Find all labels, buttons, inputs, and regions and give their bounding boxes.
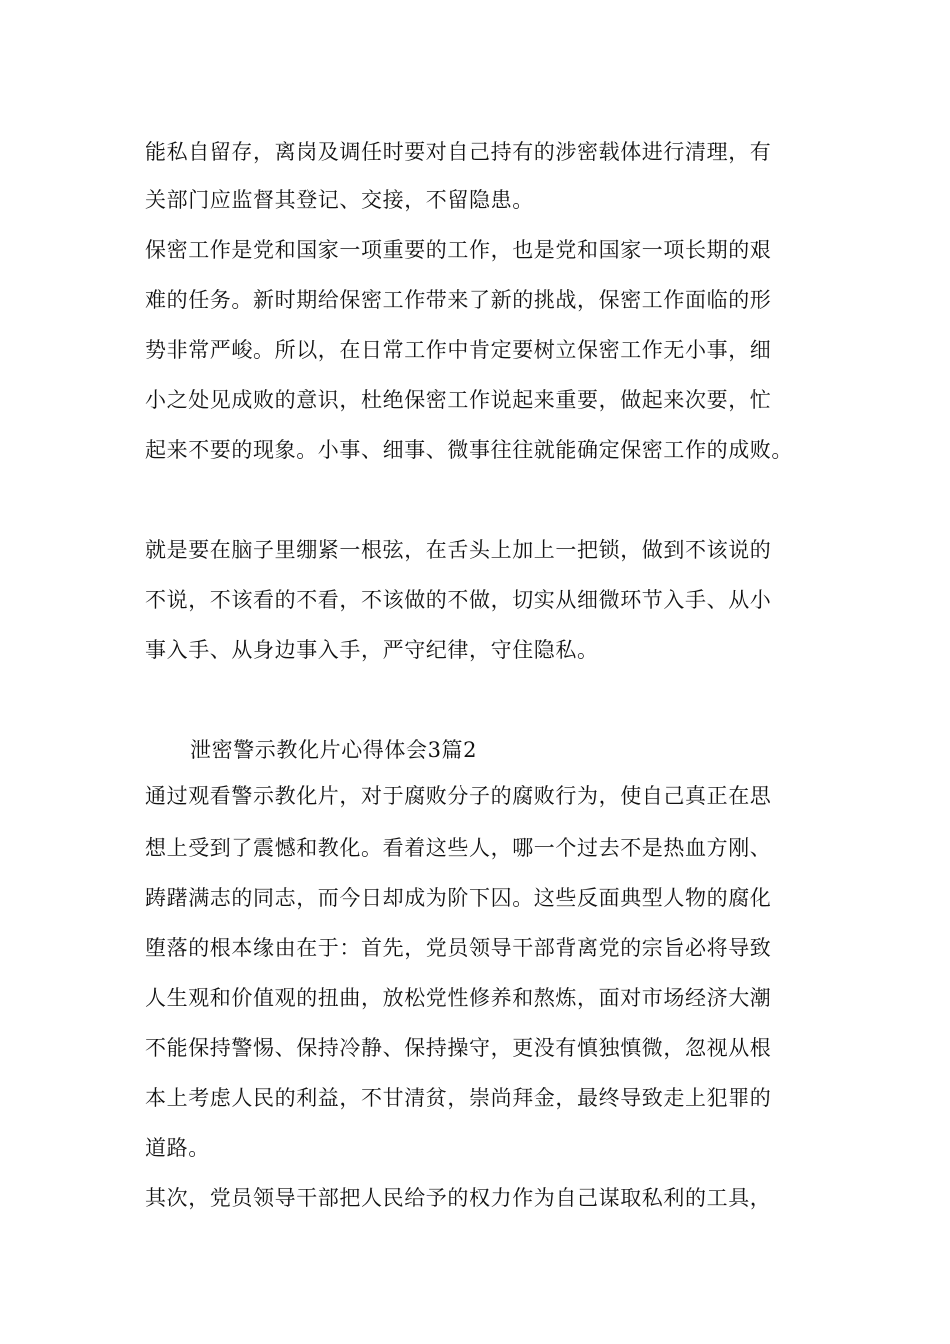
text-line: 踌躇满志的同志，而今日却成为阶下囚。这些反面典型人物的腐化 [145, 886, 772, 910]
text-line: 难的任务。新时期给保密工作带来了新的挑战，保密工作面临的形 [145, 288, 772, 312]
text-line: 人生观和价值观的扭曲，放松党性修养和熬炼，面对市场经济大潮 [145, 986, 772, 1010]
text-line: 本上考虑人民的利益，不甘清贫，崇尚拜金，最终导致走上犯罪的 [145, 1086, 772, 1110]
text-line: 保密工作是党和国家一项重要的工作，也是党和国家一项长期的艰 [145, 238, 772, 262]
text-line: 小之处见成败的意识，杜绝保密工作说起来重要，做起来次要，忙 [145, 388, 772, 412]
text-line: 堕落的根本缘由在于：首先，党员领导干部背离党的宗旨必将导致 [145, 936, 772, 960]
section-heading: 泄密警示教化片心得体会3篇2 [190, 738, 478, 762]
text-line: 就是要在脑子里绷紧一根弦，在舌头上加上一把锁，做到不该说的 [145, 538, 772, 562]
text-line: 想上受到了震憾和教化。看着这些人，哪一个过去不是热血方刚、 [145, 836, 772, 860]
text-line: 关部门应监督其登记、交接，不留隐患。 [145, 188, 534, 212]
text-line: 事入手、从身边事入手，严守纪律，守住隐私。 [145, 638, 599, 662]
text-line: 不能保持警惕、保持冷静、保持操守，更没有慎独慎微，忽视从根 [145, 1036, 772, 1060]
text-line: 通过观看警示教化片，对于腐败分子的腐败行为，使自己真正在思 [145, 784, 772, 808]
text-line: 不说，不该看的不看，不该做的不做，切实从细微环节入手、从小 [145, 588, 772, 612]
text-line: 其次，党员领导干部把人民给予的权力作为自己谋取私利的工具， [145, 1186, 772, 1210]
text-line: 起来不要的现象。小事、细事、微事往往就能确定保密工作的成败。 [145, 438, 793, 462]
text-line: 能私自留存，离岗及调任时要对自己持有的涉密载体进行清理，有 [145, 140, 772, 164]
text-line: 道路。 [145, 1136, 210, 1160]
text-line: 势非常严峻。所以，在日常工作中肯定要树立保密工作无小事，细 [145, 338, 772, 362]
